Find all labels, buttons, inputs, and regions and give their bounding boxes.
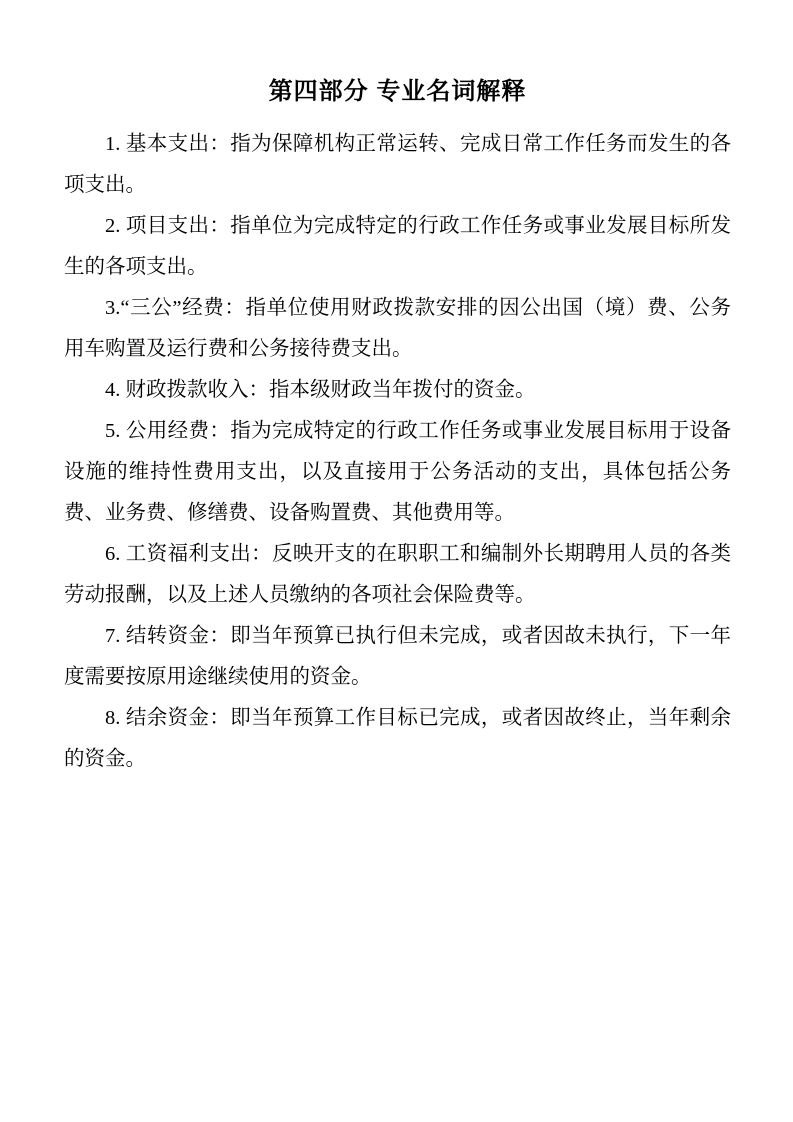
document-body bbox=[64, 124, 731, 780]
paragraph-three-public-funds: 3.“三公”经费：指单位使用财政拨款安排的因公出国（境）费、公务用车购置及运行费和公务接待费支出。 bbox=[64, 297, 731, 360]
paragraph-surplus-funds: 8. 结余资金：即当年预算工作目标已完成，或者因故终止，当年剩余的资金。 bbox=[64, 707, 731, 770]
paragraph-carryover-funds: 7. 结转资金：即当年预算已执行但未完成，或者因故未执行，下一年度需要按原用途继续使用的资金。 bbox=[64, 625, 731, 688]
paragraph-fiscal-appropriation-income: 4. 财政拨款收入：指本级财政当年拨付的资金。 bbox=[105, 379, 536, 401]
paragraph-basic-expenditure: 1. 基本支出：指为保障机构正常运转、完成日常工作任务而发生的各项支出。 bbox=[64, 133, 731, 196]
paragraph-project-expenditure: 2. 项目支出：指单位为完成特定的行政工作任务或事业发展目标所发生的各项支出。 bbox=[64, 215, 731, 278]
page-title: 第四部分 专业名词解释 bbox=[268, 78, 527, 105]
paragraph-public-funds: 5. 公用经费：指为完成特定的行政工作任务或事业发展目标用于设备设施的维持性费用支出，以及直接用于公务活动的支出，具体包括公务费、业务费、修缮费、设备购置费、其他费用等。 bbox=[64, 420, 731, 524]
paragraph-salary-welfare-expenditure: 6. 工资福利支出：反映开支的在职职工和编制外长期聘用人员的各类劳动报酬，以及上述人员缴纳的各项社会保险费等。 bbox=[64, 543, 731, 606]
